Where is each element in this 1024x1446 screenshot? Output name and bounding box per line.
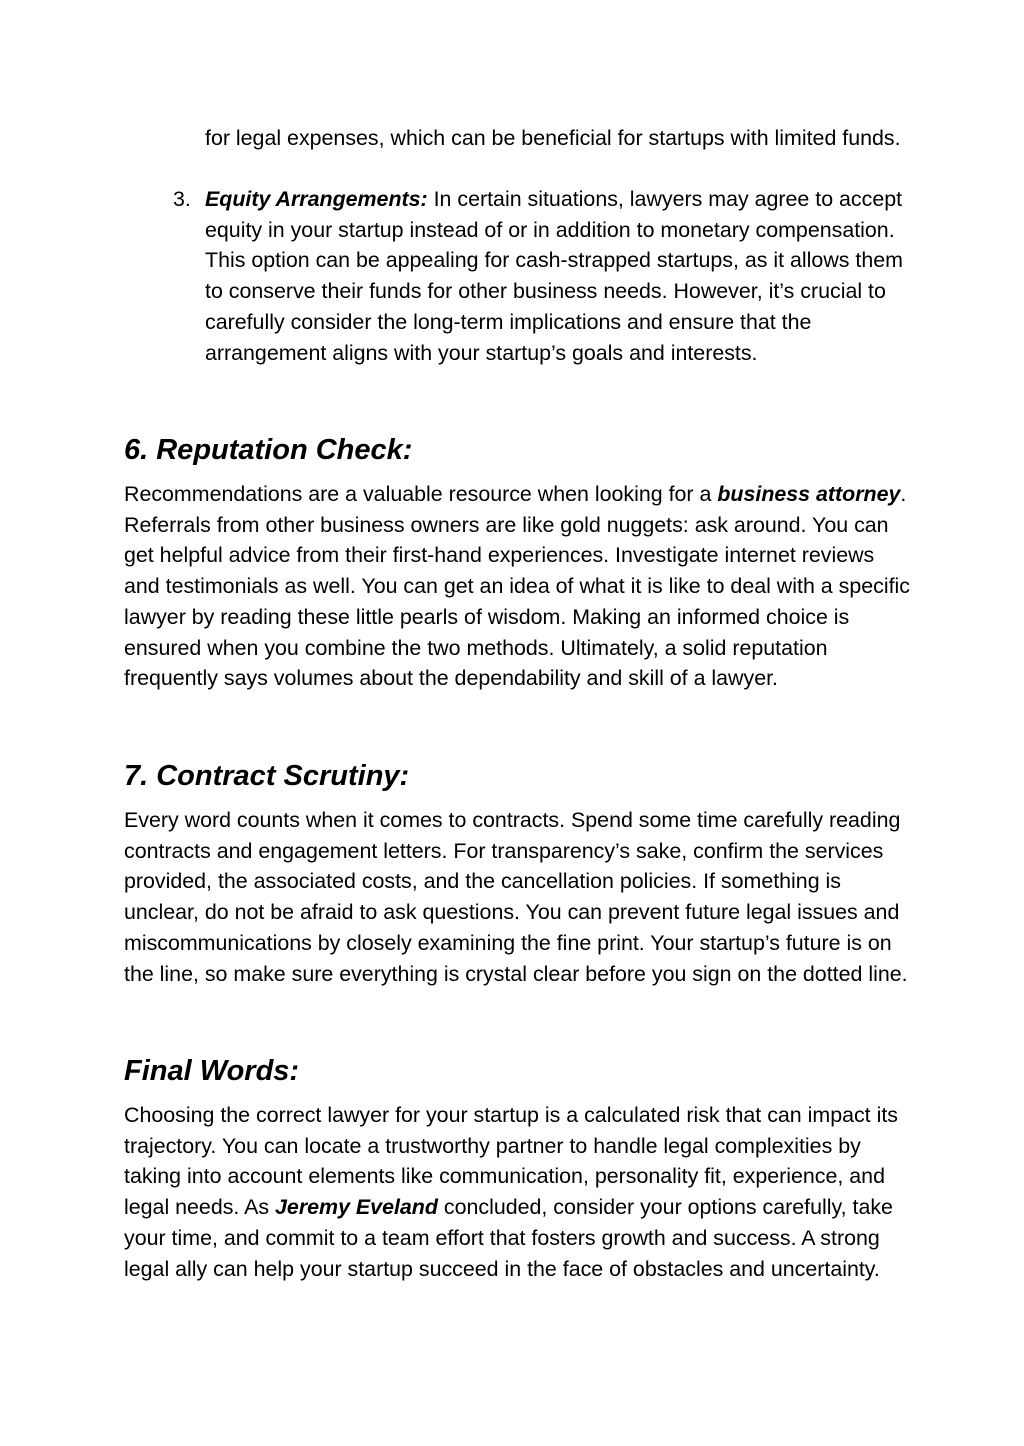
section-heading-final-words: Final Words: (124, 1055, 300, 1087)
list-item-number: 3. (173, 187, 191, 211)
section-paragraph-final-words (124, 1100, 914, 1284)
paragraph-intro: Recommendations are a valuable resource when looking for a (124, 482, 718, 506)
section-paragraph-contract-scrutiny: Every word counts when it comes to contracts. Spend some time carefully reading contracts and engagement letters. For transparency’s sake, confirm the services provided, the associated costs, and the cancellation policies. If something is unclear, do not be afraid to ask questions. You can prevent future legal issues and miscommunications by closely examining the fine print. Your startup’s future is on the line, so make sure everything is crystal clear before you sign on the dotted line. (124, 808, 908, 986)
paragraph-emphasis: business attorney (717, 482, 901, 506)
section-heading-contract-scrutiny: 7. Contract Scrutiny: (124, 760, 410, 792)
section-heading-reputation-check: 6. Reputation Check: (124, 434, 413, 466)
list-item-term: Equity Arrangements: (205, 187, 428, 211)
list-item-2-continuation: for legal expenses, which can be beneficial for startups with limited funds. (205, 126, 901, 150)
paragraph-intro: Choosing the correct lawyer for your startup is a calculated risk that can impact its trajectory. You can locate a trustworthy partner to handle legal complexities by taking into account elements like communication, personality fit, experience, and legal needs. As (124, 1103, 898, 1220)
section-paragraph-reputation-check (124, 479, 914, 694)
paragraph-body: concluded, consider your options carefully, take your time, and commit to a team effort that fosters growth and success. A strong legal ally can help your startup succeed in the face of obstacles and uncertainty. (124, 1195, 893, 1281)
list-item-text: In certain situations, lawyers may agree to accept equity in your startup instead of or in addition to monetary compensation. This option can be appealing for cash-strapped startups, as it allows them to conserve their funds for other business needs. However, it’s crucial to carefully consider the long-term implications and ensure that the arrangement aligns with your startup’s goals and interests. (205, 187, 903, 365)
paragraph-body: . Referrals from other business owners are like gold nuggets: ask around. You can get helpful advice from their first-hand experiences. Investigate internet reviews and testimonials as well. You can get an idea of what it is like to deal with a specific lawyer by reading these little pearls of wisdom. Making an informed choice is ensured when you combine the two methods. Ultimately, a solid reputation frequently says volumes about the dependability and skill of a lawyer. (124, 482, 910, 691)
list-item-body (205, 184, 905, 368)
paragraph-emphasis: Jeremy Eveland (275, 1195, 438, 1220)
